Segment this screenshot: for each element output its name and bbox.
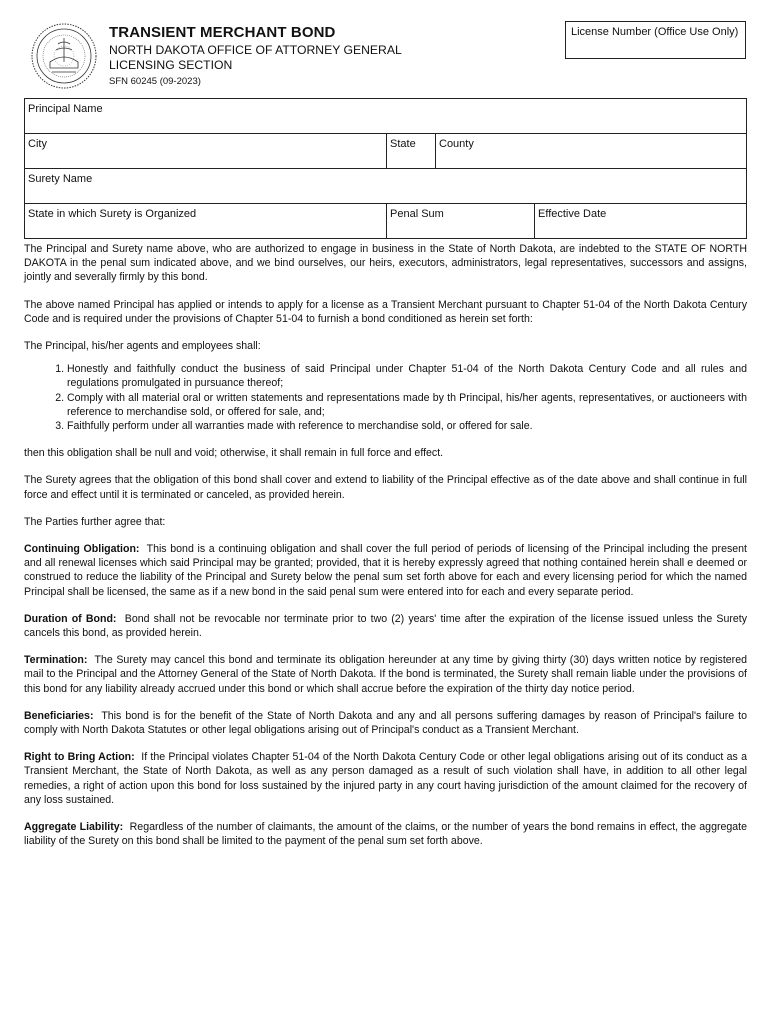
principal-name-label: Principal Name: [28, 103, 103, 115]
continuing-label: Continuing Obligation:: [24, 543, 140, 556]
state-label: State: [390, 138, 416, 150]
bond-body: [24, 242, 747, 862]
paragraph-duration: [24, 612, 747, 640]
license-number-box[interactable]: [565, 21, 746, 59]
beneficiaries-text: This bond is for the benefit of the State of North Dakota and any and all persons suffering damages by reason of Principal's failure to comply with North Dakota Statutes or other legal obligations arising out of Principal's conduct as a Transient Merchant.: [24, 709, 747, 737]
paragraph-indebted: The Principal and Surety name above, who are authorized to engage in business in the State of North Dakota, are indebted to the STATE OF NORTH DAKOTA in the penal sum indicated above, and we bind ourselves, our heirs, executors, administrators, legal representatives, successors and assigns, jointly and severally firmly by this bond.: [24, 243, 747, 284]
surety-name-label: Surety Name: [28, 173, 93, 185]
state-seal-logo: [30, 22, 98, 90]
aggregate-label: Aggregate Liability:: [24, 821, 124, 834]
paragraph-application: The above named Principal has applied or intends to apply for a license as a Transient Merchant pursuant to Chapter 51-04 of the North Dakota Century Code and is required under the provisions of Chapter 51-04 to furnish a bond conditioned as herein set forth:: [24, 298, 747, 325]
county-label: County: [439, 138, 474, 150]
surety-state-label: State in which Surety is Organized: [28, 208, 197, 220]
county-field[interactable]: [435, 134, 746, 168]
duration-text: Bond shall not be revocable nor terminate prior to two (2) years' time after the expiration of the license issued unless the Surety cancels this bond, as provided herein.: [24, 612, 747, 640]
paragraph-surety-agrees: The Surety agrees that the obligation of this bond shall cover and extend to liability of the Principal effective as of the date above and shall continue in full force and effect until it is terminated or canceled, as provided herein.: [24, 474, 747, 501]
paragraph-termination: [24, 653, 747, 696]
continuing-text: This bond is a continuing obligation and shall cover the full period of periods of licensing of the Principal including the present and all renewal licenses which said Principal may be granted; provided, that it is hereby expressly agreed that nothing contained herein shall e deemed or construed to reduce the liability of the Principal and Surety below the penal sum set forth above for each and every licensing period for which the named Principal shall be licensed, the same as if a new bond in the said penal sum were entered into for each and every separate period.: [24, 543, 747, 598]
office-name: NORTH DAKOTA OFFICE OF ATTORNEY GENERAL: [109, 43, 402, 57]
list-item: 3. Faithfully perform under all warranties made with reference to merchandise sold, or offered for sale.: [67, 419, 747, 433]
surety-state-field[interactable]: [25, 204, 386, 238]
beneficiaries-label: Beneficiaries:: [24, 709, 94, 722]
termination-label: Termination:: [24, 654, 88, 667]
license-number-label: License Number (Office Use Only): [571, 26, 739, 38]
state-field[interactable]: [386, 134, 435, 168]
principal-name-field[interactable]: [25, 99, 746, 133]
form-number: SFN 60245 (09-2023): [109, 76, 201, 87]
list-item: 1. Honestly and faithfully conduct the business of said Principal under Chapter 51-04 of the North Dakota Century Code and all rules and regulations promulgated in pursuance thereof;: [67, 362, 747, 390]
list-item: 2. Comply with all material oral or written statements and representations made by th Principal, his/her agents, representatives, or auctioneers with reference to merchandise sold, or offered for sale, and;: [67, 391, 747, 419]
paragraph-null-void: then this obligation shall be null and void; otherwise, it shall remain in full force and effect.: [24, 447, 444, 460]
paragraph-principal-shall: The Principal, his/her agents and employees shall:: [24, 340, 261, 353]
city-label: City: [28, 138, 47, 150]
paragraph-right-to-action: [24, 750, 747, 807]
paragraph-parties-agree: The Parties further agree that:: [24, 515, 166, 528]
paragraph-beneficiaries: [24, 709, 747, 737]
aggregate-text: Regardless of the number of claimants, the amount of the claims, or the number of years the bond remains in effect, the aggregate liability of the Surety on this bond shall be limited to the payment of the penal sum set forth above.: [24, 821, 748, 848]
paragraph-continuing-obligation: [24, 542, 747, 599]
effective-date-label: Effective Date: [538, 208, 607, 220]
paragraph-aggregate: [24, 820, 747, 848]
effective-date-field[interactable]: [534, 204, 746, 238]
duration-label: Duration of Bond:: [24, 612, 117, 625]
obligations-list: [24, 362, 747, 433]
form-title: TRANSIENT MERCHANT BOND: [109, 24, 336, 41]
penal-sum-field[interactable]: [386, 204, 534, 238]
section-name: LICENSING SECTION: [109, 58, 233, 72]
surety-name-field[interactable]: [25, 169, 746, 203]
city-field[interactable]: [25, 134, 386, 168]
right-text: If the Principal violates Chapter 51-04 of the North Dakota Century Code or other legal obligations arising out of its conduct as a Transient Merchant, the State of North Dakota, as well as any person damaged as a result of such violation shall have, in addition to all other legal remedies, a right of action upon this bond for loss sustained by the injured party in any court having jurisdiction of the amount claimed for the recovery of any loss sustained.: [24, 751, 748, 806]
bond-info-table: [24, 98, 747, 239]
right-label: Right to Bring Action:: [24, 751, 135, 764]
termination-text: The Surety may cancel this bond and terminate its obligation hereunder at any time by giving thirty (30) days written notice by registered mail to the Principal and the Attorney General of the State of North Dakota. If the bond is terminated, the Surety shall remain liable under the provisions of this bond for any liability already accrued under this bond or which shall accrue before the expiration of the thirty day notice period.: [24, 654, 747, 695]
penal-sum-label: Penal Sum: [390, 208, 444, 220]
